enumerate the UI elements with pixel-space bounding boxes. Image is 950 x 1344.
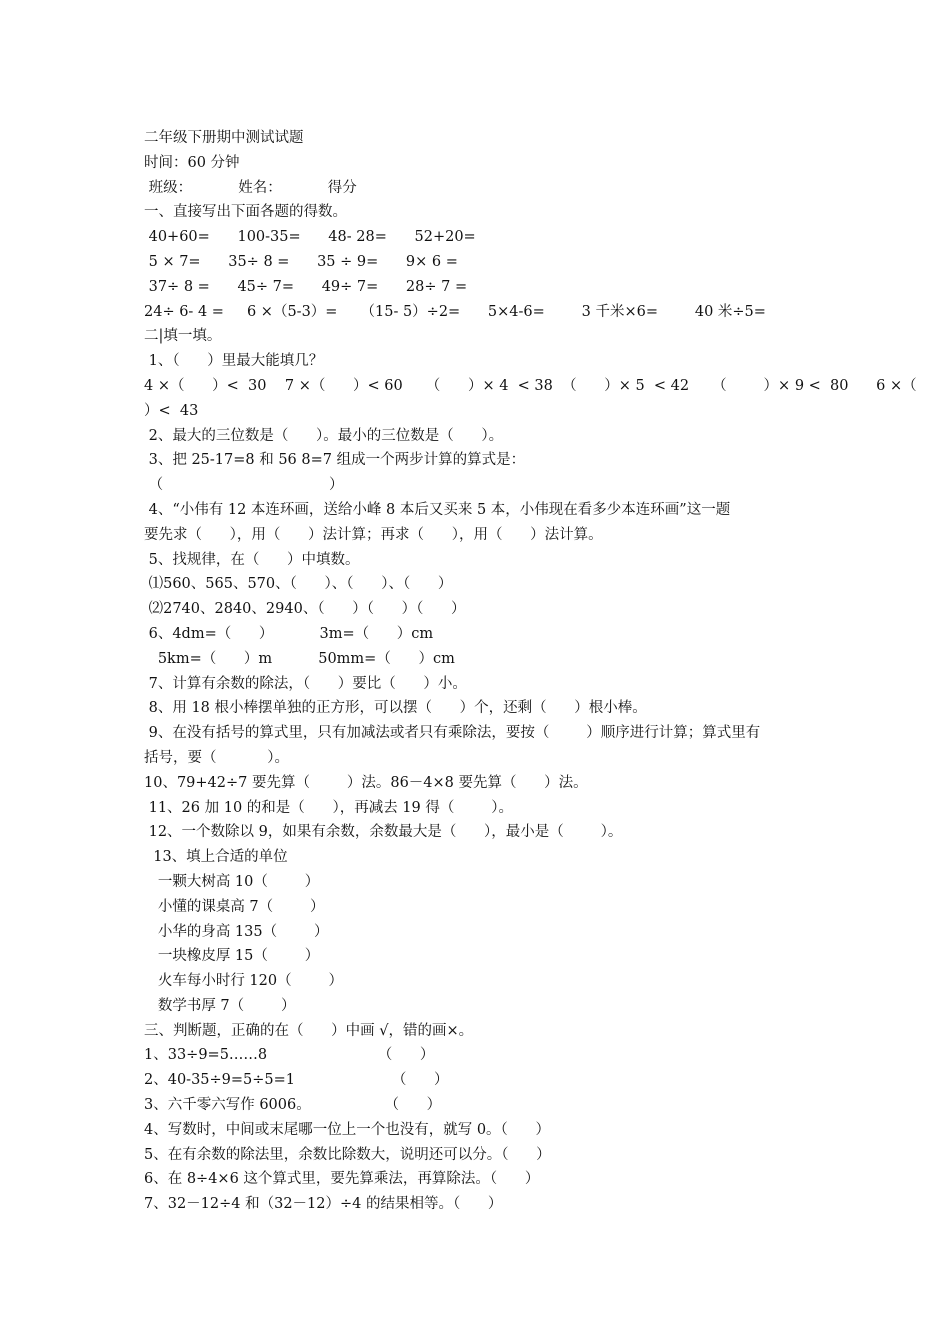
question-13-item-2: 小懂的课桌高 7（ ） [144,898,325,915]
judge-item-5: 5、在有余数的除法里，余数比除数大，说明还可以分。（ ） [144,1146,551,1163]
exam-page [144,126,917,1217]
question-4-cont: 要先求（ ），用（ ）法计算；再求（ ），用（ ）法计算。 [144,526,603,543]
question-12: 12、一个数除以 9，如果有余数，余数最大是（ ），最小是（ ）。 [144,824,623,841]
judge-item-3: 3、六千零六写作 6006。 （ ） [144,1097,442,1114]
question-13-item-6: 数学书厚 7（ ） [144,997,296,1014]
question-3: 3、把 25-17=8 和 56 8=7 组成一个两步计算的算式是： [144,452,526,469]
question-1-items: 4 ×（ ）< 30 7 ×（ ）< 60 （ ）× 4 < 38 （ ）× 5 < 42 （ ）× 9 < 80 6 ×（ [144,377,917,394]
question-10: 10、79+42÷7 要先算（ ）法。86－4×8 要先算（ ）法。 [144,774,588,791]
question-5-part-1: ⑴560、565、570、（ ）、（ ）、（ ） [144,576,453,593]
calc-row-4: 24÷ 6- 4 = 6 ×（5-3）= （15- 5）÷2= 5×4-6= 3 千米×6= 40 米÷5= [144,303,766,320]
section-3-heading: 三、判断题，正确的在（ ）中画 √，错的画×。 [144,1022,474,1039]
calc-row-3: 37÷ 8 = 45÷ 7= 49÷ 7= 28÷ 7 = [144,278,468,295]
question-11: 11、26 加 10 的和是（ ），再减去 19 得（ ）。 [144,799,513,816]
question-9-cont: 括号，要（ ）。 [144,749,289,766]
question-5: 5、找规律，在（ ）中填数。 [144,551,360,568]
time-limit: 时间：60 分钟 [144,154,240,171]
question-13-item-3: 小华的身高 135（ ） [144,923,329,940]
judge-item-4: 4、写数时，中间或末尾哪一位上一个也没有，就写 0。（ ） [144,1121,550,1138]
question-7: 7、计算有余数的除法，（ ）要比（ ）小。 [144,675,467,692]
question-1-items-cont: ）< 43 [144,402,199,419]
exam-title: 二年级下册期中测试试题 [144,130,304,146]
question-13-item-4: 一块橡皮厚 15（ ） [144,948,320,965]
question-8: 8、用 18 根小棒摆单独的正方形，可以摆（ ）个，还剩（ ）根小棒。 [144,700,647,717]
question-3-answer: （ ） [144,477,344,494]
judge-item-1: 1、33÷9=5……8 （ ） [144,1047,435,1064]
question-13-item-5: 火车每小时行 120（ ） [144,973,343,990]
judge-item-6: 6、在 8÷4×6 这个算式里，要先算乘法，再算除法。（ ） [144,1171,540,1188]
calc-row-1: 40+60= 100-35= 48- 28= 52+20= [144,229,476,246]
question-6: 6、4dm=（ ） 3m=（ ）cm [144,625,434,642]
calc-row-2: 5 × 7= 35÷ 8 = 35 ÷ 9= 9× 6 = [144,253,458,270]
question-1: 1、（ ）里最大能填几？ [144,353,324,370]
question-4: 4、“小伟有 12 本连环画，送给小峰 8 本后又买来 5 本，小伟现在看多少本连环画”这一题 [144,501,731,518]
question-5-part-2: ⑵2740、2840、2940、（ ）（ ）（ ） [144,601,466,618]
judge-item-2: 2、40-35÷9=5÷5=1 （ ） [144,1072,449,1089]
question-6-cont: 5km=（ ）m 50mm=（ ）cm [144,650,455,667]
section-2-heading: 二|填一填。 [144,328,222,345]
question-13-item-1: 一颗大树高 10（ ） [144,873,320,890]
question-9: 9、在没有括号的算式里，只有加减法或者只有乘除法，要按（ ）顺序进行计算；算式里有 [144,725,761,742]
question-2: 2、最大的三位数是（ ）。最小的三位数是（ ）。 [144,427,504,444]
judge-item-7: 7、32－12÷4 和（32－12）÷4 的结果相等。（ ） [144,1196,503,1213]
student-info-line: 班级： 姓名： 得分 [144,179,357,196]
section-1-heading: 一、直接写出下面各题的得数。 [144,204,347,221]
question-13: 13、填上合适的单位 [144,849,288,866]
